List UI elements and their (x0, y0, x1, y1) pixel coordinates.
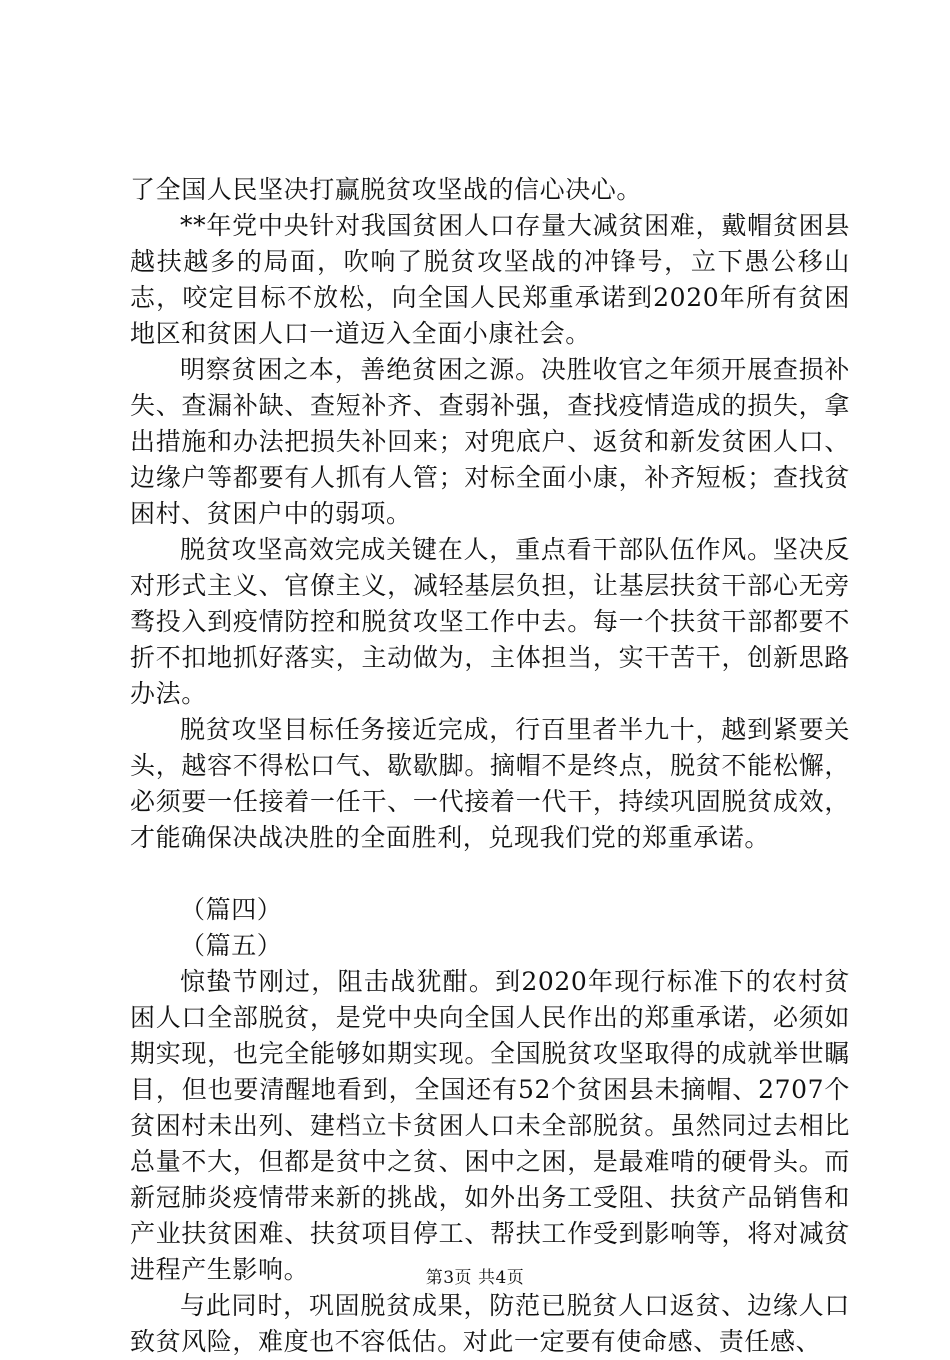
paragraph: 明察贫困之本，善绝贫困之源。决胜收官之年须开展查损补失、查漏补缺、查短补齐、查弱补强，查找疫情造成的损失，拿出措施和办法把损失补回来；对兜底户、返贫和新发贫困人口、边缘户等都要有人抓有人管；对标全面小康，补齐短板；查找贫困村、贫困户中的弱项。 (130, 355, 850, 528)
paragraph: 与此同时，巩固脱贫成果，防范已脱贫人口返贫、边缘人口致贫风险，难度也不容低估。对此一定要有使命感、责任感、 (130, 1291, 850, 1356)
document-body (130, 172, 850, 1360)
page-number-footer: 第3页 共4页 (425, 1268, 525, 1288)
section-heading-5: （篇五） (180, 931, 283, 960)
blank-line (130, 856, 850, 892)
paragraph: 脱贫攻坚高效完成关键在人，重点看干部队伍作风。坚决反对形式主义、官僚主义，减轻基层负担，让基层扶贫干部心无旁骛投入到疫情防控和脱贫攻坚工作中去。每一个扶贫干部都要不折不扣地抓好落实，主动做为，主体担当，实干苦干，创新思路办法。 (130, 535, 850, 708)
paragraph-continuation: 了全国人民坚决打赢脱贫攻坚战的信心决心。 (130, 175, 643, 204)
paragraph: 脱贫攻坚目标任务接近完成，行百里者半九十，越到紧要关头，越容不得松口气、歇歇脚。摘帽不是终点，脱贫不能松懈，必须要一任接着一任干、一代接着一代干，持续巩固脱贫成效，才能确保决战决胜的全面胜利，兑现我们党的郑重承诺。 (130, 715, 850, 852)
paragraph: **年党中央针对我国贫困人口存量大减贫困难，戴帽贫困县越扶越多的局面，吹响了脱贫攻坚战的冲锋号，立下愚公移山志，咬定目标不放松，向全国人民郑重承诺到2020年所有贫困地区和贫困人口一道迈入全面小康社会。 (130, 211, 850, 348)
section-heading-4: （篇四） (180, 895, 283, 924)
paragraph: 惊蛰节刚过，阻击战犹酣。到2020年现行标准下的农村贫困人口全部脱贫，是党中央向全国人民作出的郑重承诺，必须如期实现，也完全能够如期实现。全国脱贫攻坚取得的成就举世瞩目，但也要清醒地看到，全国还有52个贫困县未摘帽、2707个贫困村未出列、建档立卡贫困人口未全部脱贫。虽然同过去相比总量不大，但都是贫中之贫、困中之困，是最难啃的硬骨头。而新冠肺炎疫情带来新的挑战，如外出务工受阻、扶贫产品销售和产业扶贫困难、扶贫项目停工、帮扶工作受到影响等，将对减贫进程产生影响。 (130, 967, 850, 1284)
